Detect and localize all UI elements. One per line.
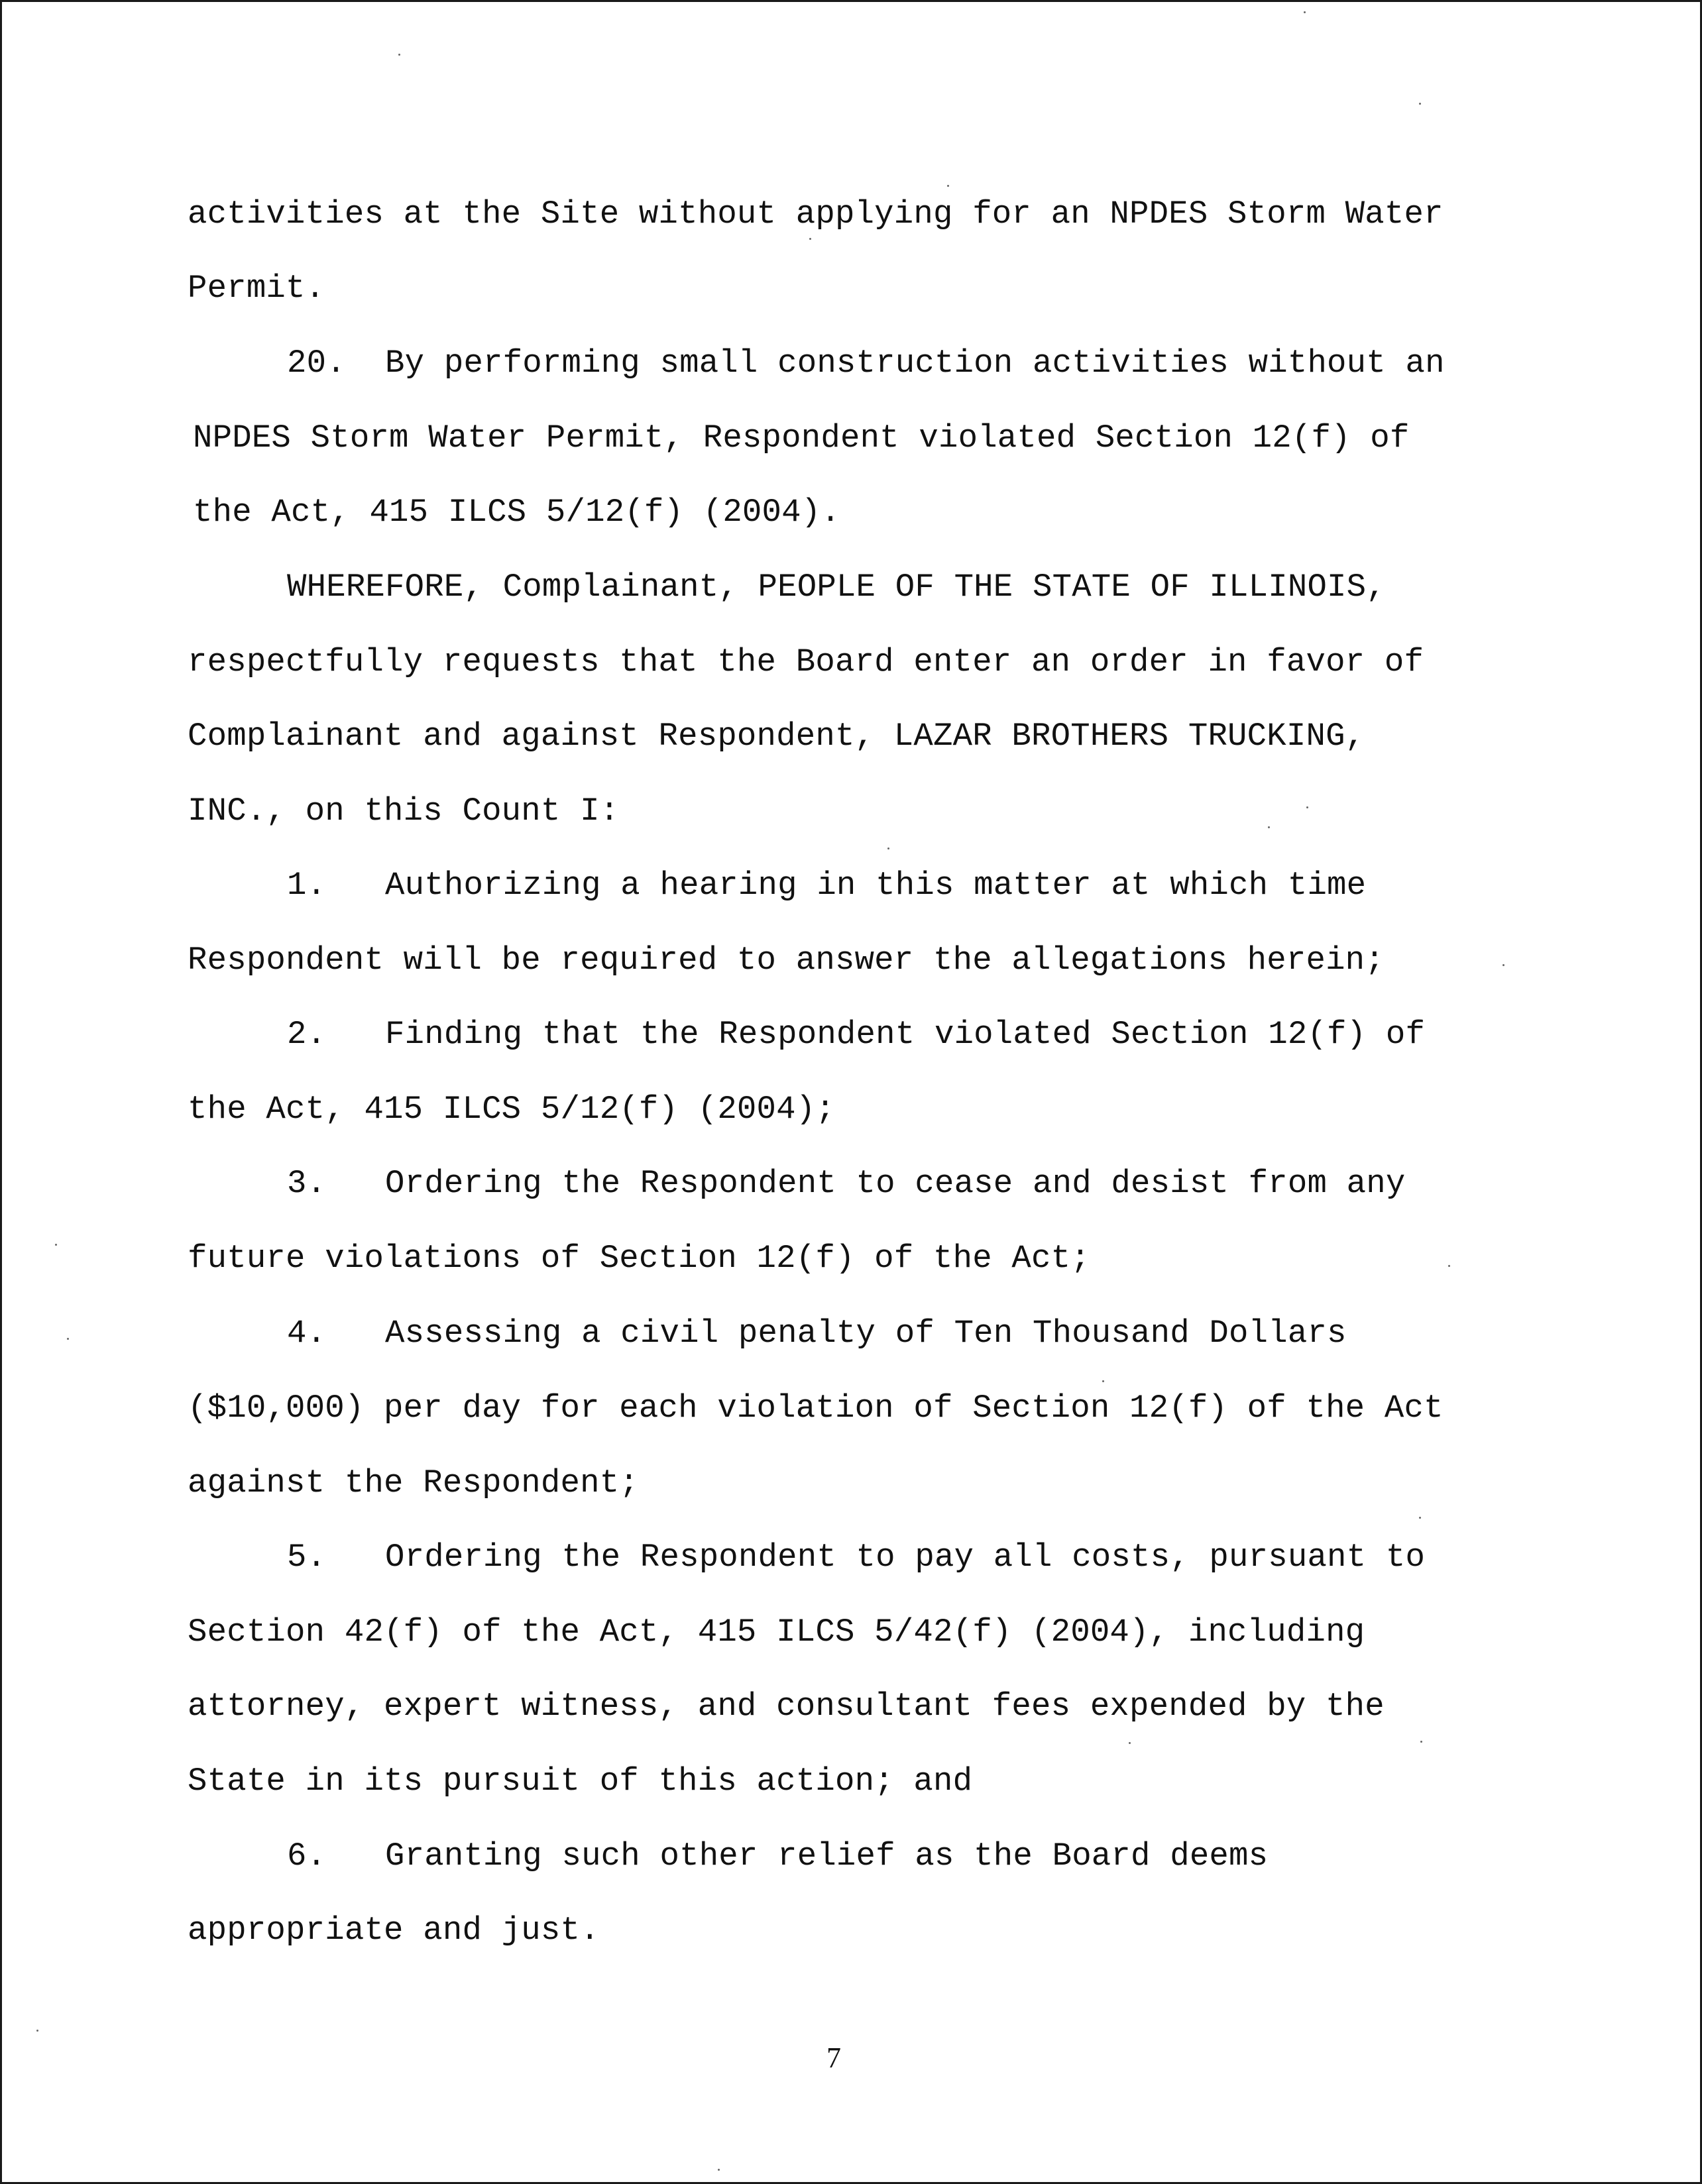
scan-speck bbox=[1129, 1742, 1131, 1744]
wherefore-line: Complainant and against Respondent, LAZAR BROTHERS TRUCKING, bbox=[188, 718, 1365, 755]
relief-item-5: attorney, expert witness, and consultant fees expended by the bbox=[188, 1688, 1385, 1725]
paragraph-20-line: 20. By performing small construction activities without an bbox=[287, 345, 1445, 382]
scan-speck bbox=[67, 1338, 69, 1340]
wherefore-line: INC., on this Count I: bbox=[188, 792, 620, 830]
relief-item-2: 2. Finding that the Respondent violated Section 12(f) of bbox=[287, 1016, 1426, 1053]
relief-item-5: State in its pursuit of this action; and bbox=[188, 1763, 973, 1800]
relief-item-1: Respondent will be required to answer the allegations herein; bbox=[188, 942, 1385, 979]
relief-item-2: the Act, 415 ILCS 5/12(f) (2004); bbox=[188, 1091, 835, 1128]
scan-speck bbox=[1268, 826, 1270, 828]
scan-speck bbox=[809, 238, 811, 240]
scan-speck bbox=[1448, 1265, 1450, 1267]
scan-speck bbox=[398, 54, 400, 56]
wherefore-line: respectfully requests that the Board enter an order in favor of bbox=[188, 643, 1424, 681]
scan-speck bbox=[887, 847, 889, 849]
relief-item-5: 5. Ordering the Respondent to pay all costs, pursuant to bbox=[287, 1539, 1426, 1576]
scan-speck bbox=[1503, 964, 1504, 966]
scan-speck bbox=[718, 2169, 720, 2171]
scan-speck bbox=[1306, 806, 1308, 808]
scan-speck bbox=[55, 1244, 57, 1246]
paragraph-20-line: NPDES Storm Water Permit, Respondent violated Section 12(f) of bbox=[193, 419, 1410, 457]
relief-item-3: future violations of Section 12(f) of the Act; bbox=[188, 1240, 1090, 1277]
relief-item-6: appropriate and just. bbox=[188, 1912, 600, 1949]
relief-item-6: 6. Granting such other relief as the Board deems bbox=[287, 1837, 1269, 1875]
relief-item-5: Section 42(f) of the Act, 415 ILCS 5/42(f) (2004), including bbox=[188, 1613, 1365, 1651]
page-number: 7 bbox=[826, 2042, 841, 2074]
relief-item-1: 1. Authorizing a hearing in this matter at which time bbox=[287, 867, 1367, 904]
scan-speck bbox=[1420, 1741, 1422, 1743]
scan-speck bbox=[1419, 1517, 1421, 1519]
scan-speck bbox=[1419, 103, 1421, 105]
scan-speck bbox=[36, 2030, 38, 2032]
relief-item-4: against the Respondent; bbox=[188, 1464, 639, 1502]
scan-speck bbox=[1304, 11, 1306, 13]
scan-speck bbox=[1102, 1380, 1104, 1382]
relief-item-4: ($10,000) per day for each violation of Section 12(f) of the Act bbox=[188, 1390, 1444, 1427]
wherefore-line: WHEREFORE, Complainant, PEOPLE OF THE STATE OF ILLINOIS, bbox=[287, 569, 1386, 606]
body-text-line: activities at the Site without applying for an NPDES Storm Water bbox=[188, 195, 1444, 233]
paragraph-20-line: the Act, 415 ILCS 5/12(f) (2004). bbox=[193, 494, 840, 531]
body-text-line: Permit. bbox=[188, 270, 325, 307]
relief-item-3: 3. Ordering the Respondent to cease and desist from any bbox=[287, 1165, 1406, 1202]
scan-speck bbox=[947, 185, 949, 187]
relief-item-4: 4. Assessing a civil penalty of Ten Thousand Dollars bbox=[287, 1315, 1347, 1352]
